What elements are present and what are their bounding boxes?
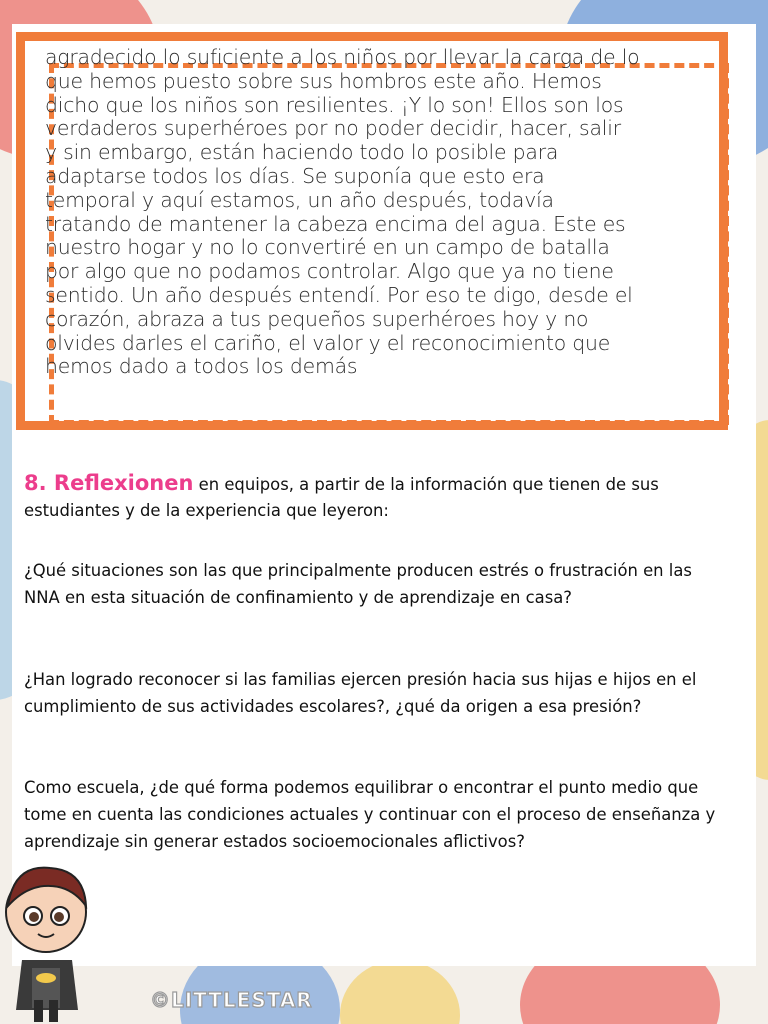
- story-line: verdaderos superhéroes por no poder decidir, hacer, salir: [45, 116, 621, 141]
- story-line: tratando de mantener la cabeza encima del agua. Este es: [45, 211, 626, 236]
- question-2-line2: cumplimiento de sus actividades escolares?, ¿qué da origen a esa presión?: [24, 697, 642, 716]
- story-text: [45, 46, 695, 379]
- story-line: corazón, abraza a tus pequeños superhéroes hoy y no: [45, 306, 589, 331]
- question-2: [24, 666, 736, 720]
- question-3-line1: Como escuela, ¿de qué forma podemos equilibrar o encontrar el punto medio que: [24, 778, 699, 797]
- story-line: nuestro hogar y no lo convertiré en un campo de batalla: [45, 235, 610, 260]
- story-line: y sin embargo, están haciendo todo lo posible para: [45, 140, 559, 165]
- section-number: 8. Reflexionen: [24, 471, 194, 495]
- question-2-line1: ¿Han logrado reconocer si las familias ejercen presión hacia sus hijas e hijos en el: [24, 670, 697, 689]
- story-line: olvides darles el cariño, el valor y el reconocimiento que: [45, 330, 611, 355]
- credit-watermark: ©LITTLESTAR: [150, 988, 313, 1012]
- story-line: adaptarse todos los días. Se suponía que esto era: [45, 163, 545, 188]
- story-line: temporal y aquí estamos, un año después, todavía: [45, 187, 554, 212]
- question-3-line3: aprendizaje sin generar estados socioemocionales aflictivos?: [24, 832, 525, 851]
- question-3: [24, 774, 736, 855]
- story-line: agradecido lo suficiente a los niños por llevar la carga de lo: [45, 45, 640, 69]
- section-8: [24, 470, 734, 524]
- story-line: dicho que los niños son resilientes. ¡Y lo son! Ellos son los: [45, 92, 624, 117]
- question-1: [24, 557, 736, 611]
- story-line: sentido. Un año después entendí. Por eso te digo, desde el: [45, 282, 633, 307]
- story-line: que hemos puesto sobre sus hombros este año. Hemos: [45, 68, 602, 93]
- section-intro-line1: en equipos, a partir de la información que tienen de sus: [193, 475, 659, 494]
- question-1-line2: NNA en esta situación de confinamiento y de aprendizaje en casa?: [24, 588, 572, 607]
- question-1-line1: ¿Qué situaciones son las que principalmente producen estrés o frustración en las: [24, 561, 692, 580]
- superhero-kid-illustration: [0, 850, 92, 1024]
- story-line: hemos dado a todos los demás: [45, 354, 358, 379]
- section-intro-line2: estudiantes y de la experiencia que leyeron:: [24, 501, 389, 520]
- story-line: por algo que no podamos controlar. Algo que ya no tiene: [45, 259, 614, 284]
- question-3-line2: tome en cuenta las condiciones actuales y continuar con el proceso de enseñanza y: [24, 805, 716, 824]
